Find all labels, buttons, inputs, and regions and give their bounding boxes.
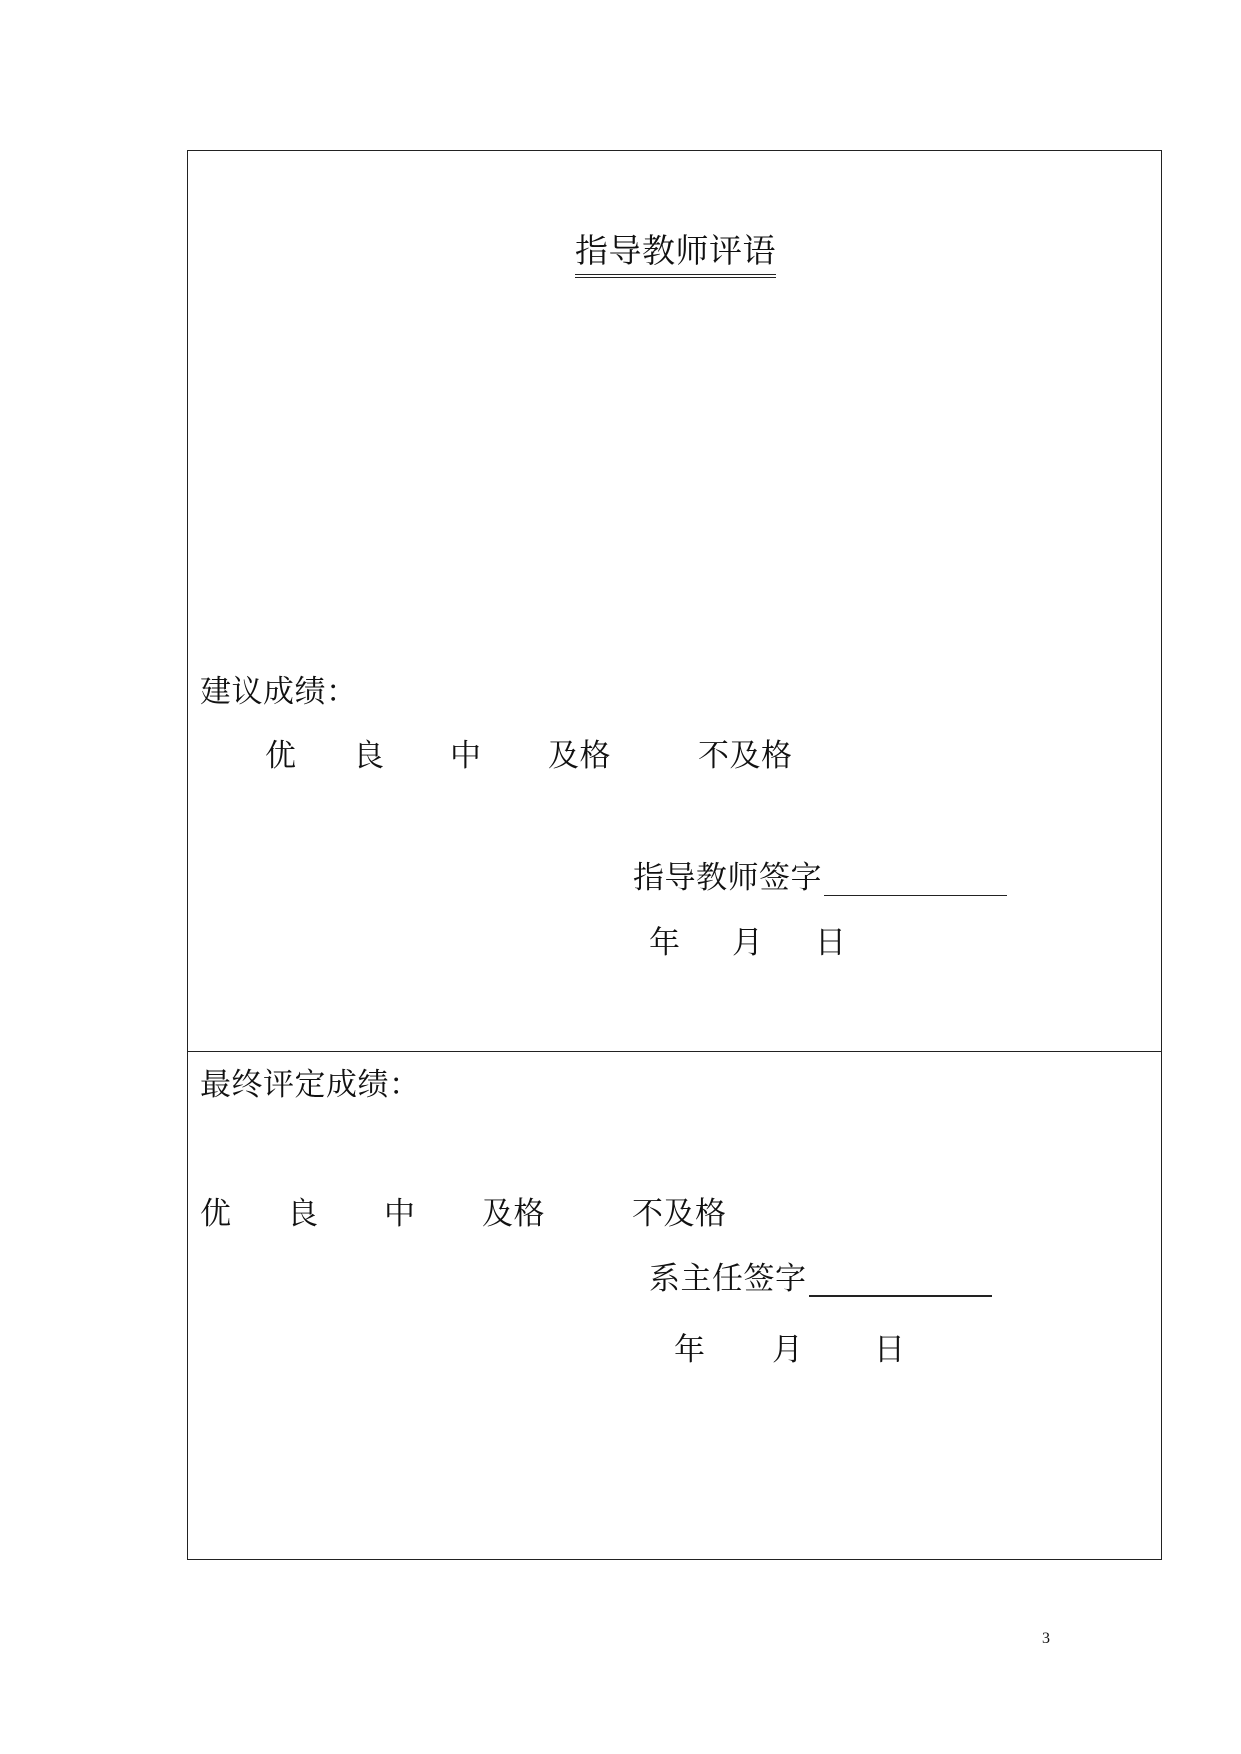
advisor-signature-row: [633, 860, 1007, 896]
grade-option-excellent: 优: [265, 738, 297, 774]
advisor-signature-line[interactable]: [824, 865, 1007, 896]
evaluation-form: [187, 150, 1162, 1560]
final-date-year: 年: [674, 1332, 706, 1368]
advisor-signature-label: 指导教师签字: [633, 860, 822, 896]
head-signature-line[interactable]: [809, 1265, 992, 1297]
final-grade-option-pass: 及格: [482, 1196, 545, 1232]
section-divider: [188, 1051, 1161, 1052]
final-grade-option-excellent: 优: [200, 1196, 232, 1232]
final-grade-label: 最终评定成绩：: [200, 1067, 421, 1103]
final-date-day: 日: [874, 1332, 906, 1368]
final-grade-option-good: 良: [287, 1196, 319, 1232]
suggested-grade-label: 建议成绩：: [200, 674, 358, 710]
grade-option-average: 中: [450, 738, 482, 774]
final-grade-option-average: 中: [384, 1196, 416, 1232]
head-signature-label: 系主任签字: [649, 1261, 807, 1297]
final-date-month: 月: [772, 1332, 804, 1368]
advisor-date-month: 月: [732, 925, 764, 961]
grade-option-good: 良: [353, 738, 385, 774]
head-signature-row: [649, 1261, 992, 1297]
grade-option-fail: 不及格: [698, 738, 793, 774]
advisor-date-day: 日: [815, 925, 847, 961]
grade-option-pass: 及格: [548, 738, 611, 774]
advisor-date-year: 年: [649, 925, 681, 961]
section-title: 指导教师评语: [575, 231, 776, 278]
final-grade-option-fail: 不及格: [632, 1196, 727, 1232]
page-number: 3: [1042, 1630, 1050, 1647]
